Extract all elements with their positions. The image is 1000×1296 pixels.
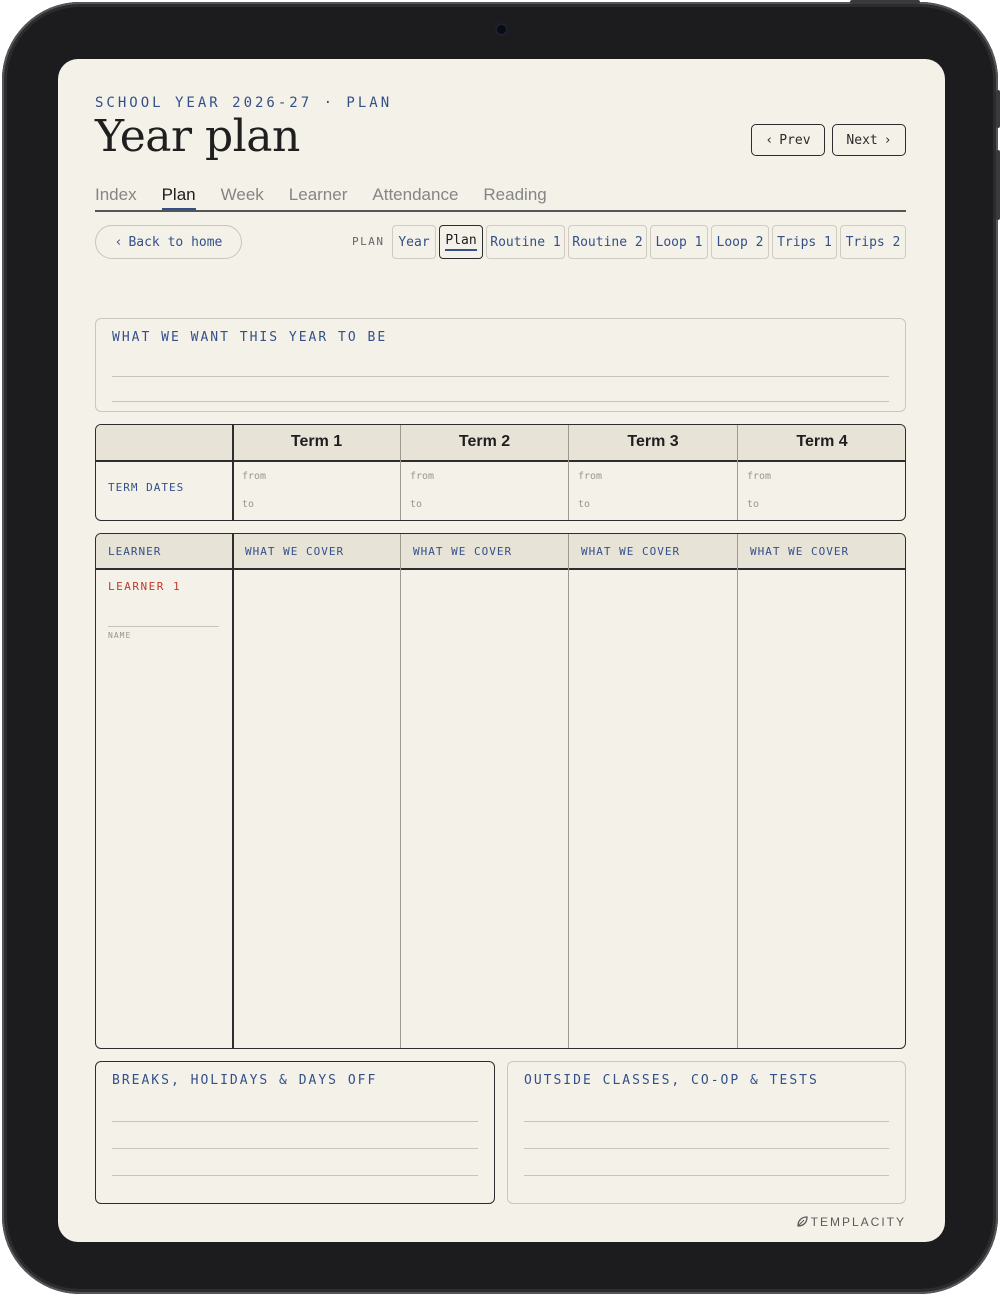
brand-mark <box>796 1215 906 1229</box>
back-label: Back to home <box>128 234 223 250</box>
outside-line <box>524 1121 889 1122</box>
cover-column-header-3: WHAT WE COVER <box>581 545 681 558</box>
coverage-header-divider <box>96 568 905 570</box>
next-label: Next <box>846 132 878 148</box>
term-2-to[interactable]: to <box>410 499 423 510</box>
volume-down-button <box>996 150 1000 220</box>
back-to-home-button[interactable] <box>95 225 242 259</box>
pill-loop-2-label: Loop 2 <box>716 234 764 250</box>
term-dates-label: TERM DATES <box>108 481 185 494</box>
vision-box[interactable] <box>95 318 906 412</box>
pill-trips-1[interactable] <box>772 225 837 259</box>
next-button[interactable] <box>832 124 906 156</box>
breaks-line <box>112 1121 478 1122</box>
term-3-to[interactable]: to <box>578 499 591 510</box>
term-3-from[interactable]: from <box>578 471 603 482</box>
term-3-header: Term 3 <box>627 433 679 450</box>
chevron-right-icon: › <box>883 132 892 148</box>
pill-routine-2-label: Routine 2 <box>572 234 643 250</box>
prev-button[interactable] <box>751 124 825 156</box>
tab-index[interactable]: Index <box>95 185 137 204</box>
tab-week[interactable]: Week <box>220 185 264 204</box>
subnav-section-label: PLAN <box>352 235 385 248</box>
brand-name: TEMPLACITY <box>810 1215 906 1229</box>
page-kicker: SCHOOL YEAR 2026-27 · PLAN <box>95 95 393 111</box>
outside-caption: OUTSIDE CLASSES, CO-OP & TESTS <box>524 1073 819 1088</box>
pill-year-label: Year <box>398 234 430 250</box>
tab-learner[interactable]: Learner <box>288 185 348 204</box>
coverage-column-divider <box>400 534 401 1048</box>
chevron-left-icon: ‹ <box>114 234 123 250</box>
term-1-header: Term 1 <box>290 433 343 450</box>
cover-column-header-1: WHAT WE COVER <box>245 545 345 558</box>
breaks-line <box>112 1148 478 1149</box>
pill-plan[interactable] <box>439 225 483 259</box>
breaks-line <box>112 1175 478 1176</box>
term-4-to[interactable]: to <box>747 499 760 510</box>
front-camera <box>495 23 508 36</box>
pill-plan-label: Plan <box>445 233 476 251</box>
learner-column-header: LEARNER <box>108 545 162 558</box>
term-4-from[interactable]: from <box>747 471 772 482</box>
name-field-label: NAME <box>108 631 132 640</box>
breaks-box[interactable] <box>95 1061 495 1204</box>
term-2-header: Term 2 <box>458 433 511 450</box>
tablet-device <box>2 2 998 1294</box>
top-button <box>850 0 920 4</box>
term-1-to[interactable]: to <box>242 499 255 510</box>
learner-name-label: LEARNER 1 <box>108 580 182 593</box>
tab-reading[interactable]: Reading <box>483 185 547 204</box>
pill-routine-1[interactable] <box>486 225 565 259</box>
main-tabs <box>95 185 572 205</box>
term-header-divider <box>96 460 905 462</box>
cover-column-header-4: WHAT WE COVER <box>750 545 850 558</box>
outside-line <box>524 1175 889 1176</box>
tab-attendance[interactable]: Attendance <box>372 185 459 204</box>
pill-trips-2-label: Trips 2 <box>845 234 901 250</box>
pill-trips-1-label: Trips 1 <box>777 234 832 250</box>
chevron-left-icon: ‹ <box>765 132 774 148</box>
term-1-from[interactable]: from <box>242 471 267 482</box>
learner-column-divider <box>232 534 234 1048</box>
coverage-column-divider <box>737 534 738 1048</box>
prev-label: Prev <box>779 132 811 148</box>
planner-page <box>58 59 945 1242</box>
term-4-header: Term 4 <box>796 433 848 450</box>
outside-line <box>524 1148 889 1149</box>
cover-column-header-2: WHAT WE COVER <box>413 545 513 558</box>
learner-coverage-table <box>95 533 906 1049</box>
tabs-divider <box>95 210 906 212</box>
pill-loop-1[interactable] <box>650 225 708 259</box>
vision-line <box>112 401 889 402</box>
pill-loop-1-label: Loop 1 <box>655 234 703 250</box>
pill-year[interactable] <box>392 225 436 259</box>
pill-trips-2[interactable] <box>840 225 906 259</box>
pill-routine-1-label: Routine 1 <box>490 234 561 250</box>
outside-classes-box[interactable] <box>507 1061 906 1204</box>
page-title: Year plan <box>95 111 300 162</box>
volume-up-button <box>996 90 1000 128</box>
term-dates-table <box>95 424 906 521</box>
learner-name-line[interactable] <box>108 626 219 627</box>
tab-plan[interactable]: Plan <box>161 185 196 204</box>
leaf-logo-icon <box>796 1216 808 1228</box>
pill-loop-2[interactable] <box>711 225 769 259</box>
pill-routine-2[interactable] <box>568 225 647 259</box>
breaks-caption: BREAKS, HOLIDAYS & DAYS OFF <box>112 1073 378 1088</box>
vision-line <box>112 376 889 377</box>
term-2-from[interactable]: from <box>410 471 435 482</box>
coverage-column-divider <box>568 534 569 1048</box>
vision-caption: WHAT WE WANT THIS YEAR TO BE <box>112 330 388 345</box>
